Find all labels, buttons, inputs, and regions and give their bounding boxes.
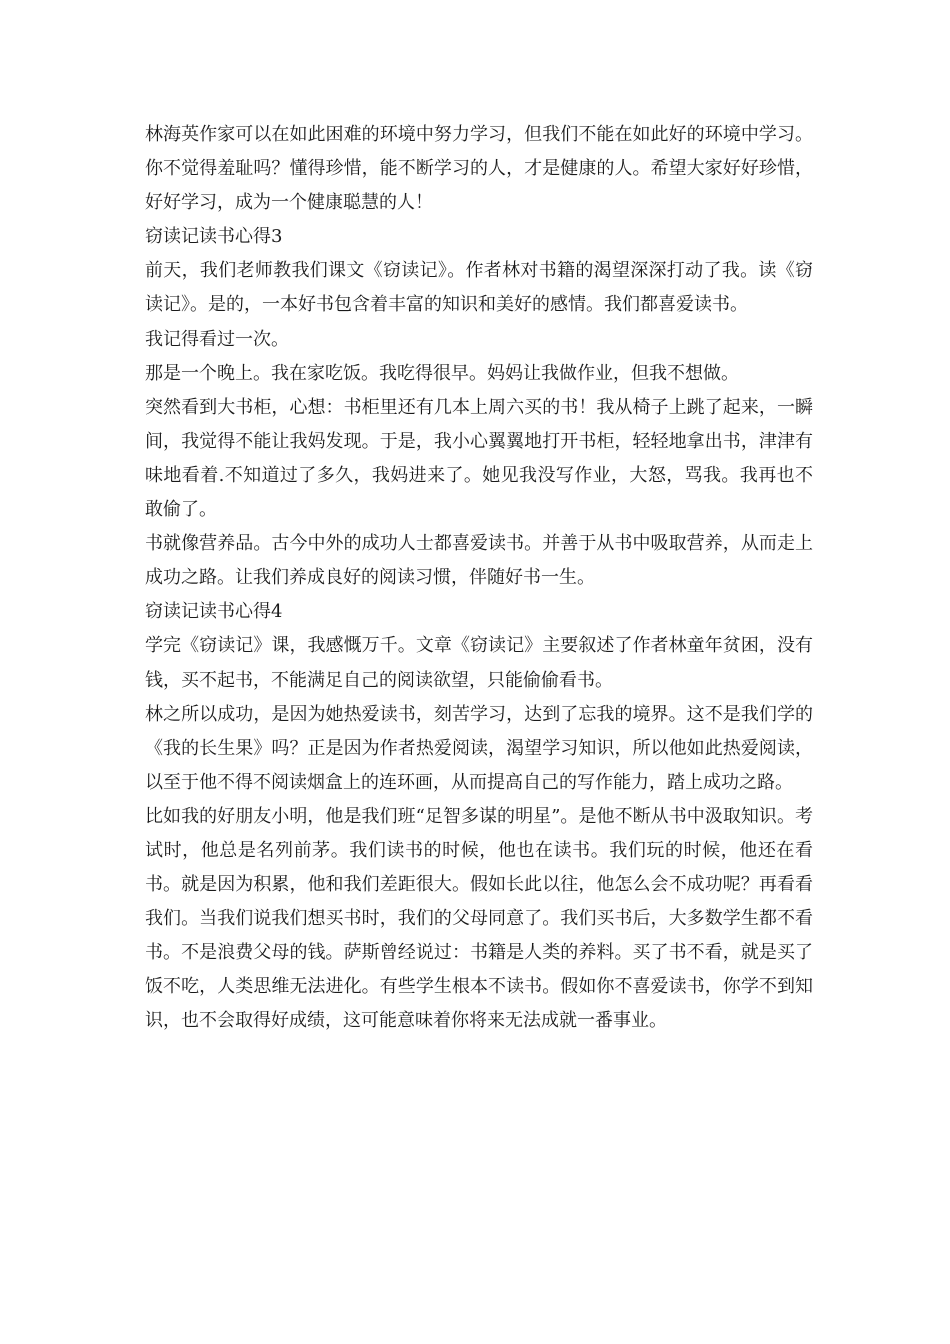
paragraph: 林海英作家可以在如此困难的环境中努力学习，但我们不能在如此好的环境中学习。你不觉得羞耻吗？懂得珍惜，能不断学习的人，才是健康的人。希望大家好好珍惜，好好学习，成为一个健康聪慧的人！	[145, 124, 813, 214]
paragraph: 前天，我们老师教我们课文《窃读记》。作者林对书籍的渴望深深打动了我。读《窃读记》。是的，一本好书包含着丰富的知识和美好的感情。我们都喜爱读书。	[145, 260, 813, 316]
document-body	[145, 118, 813, 1039]
paragraph: 书就像营养品。古今中外的成功人士都喜爱读书。并善于从书中吸取营养，从而走上成功之路。让我们养成良好的阅读习惯，伴随好书一生。	[145, 533, 813, 589]
paragraph: 比如我的好朋友小明，他是我们班“足智多谋的明星”。是他不断从书中汲取知识。考试时，他总是名列前茅。我们读书的时候，他也在读书。我们玩的时候，他还在看书。就是因为积累，他和我们差距很大。假如长此以往，他怎么会不成功呢？再看看我们。当我们说我们想买书时，我们的父母同意了。我们买书后，大多数学生都不看书。不是浪费父母的钱。萨斯曾经说过：书籍是人类的养料。买了书不看，就是买了饭不吃，人类思维无法进化。有些学生根本不读书。假如你不喜爱读书，你学不到知识，也不会取得好成绩，这可能意味着你将来无法成就一番事业。	[145, 805, 813, 1032]
paragraph: 学完《窃读记》课，我感慨万千。文章《窃读记》主要叙述了作者林童年贫困，没有钱，买不起书，不能满足自己的阅读欲望，只能偷偷看书。	[145, 635, 813, 691]
paragraph: 那是一个晚上。我在家吃饭。我吃得很早。妈妈让我做作业，但我不想做。	[145, 362, 739, 384]
paragraph: 林之所以成功，是因为她热爱读书，刻苦学习，达到了忘我的境界。这不是我们学的《我的长生果》吗？正是因为作者热爱阅读，渴望学习知识，所以他如此热爱阅读，以至于他不得不阅读烟盒上的连环画，从而提高自己的写作能力，踏上成功之路。	[145, 703, 813, 793]
paragraph: 我记得看过一次。	[145, 328, 289, 350]
section-heading: 窃读记读书心得3	[145, 226, 283, 248]
paragraph: 突然看到大书柜，心想：书柜里还有几本上周六买的书！我从椅子上跳了起来，一瞬间，我觉得不能让我妈发现。于是，我小心翼翼地打开书柜，轻轻地拿出书，津津有味地看着.不知道过了多久，我妈进来了。她见我没写作业，大怒，骂我。我再也不敢偷了。	[145, 396, 813, 521]
section-heading: 窃读记读书心得4	[145, 601, 283, 623]
